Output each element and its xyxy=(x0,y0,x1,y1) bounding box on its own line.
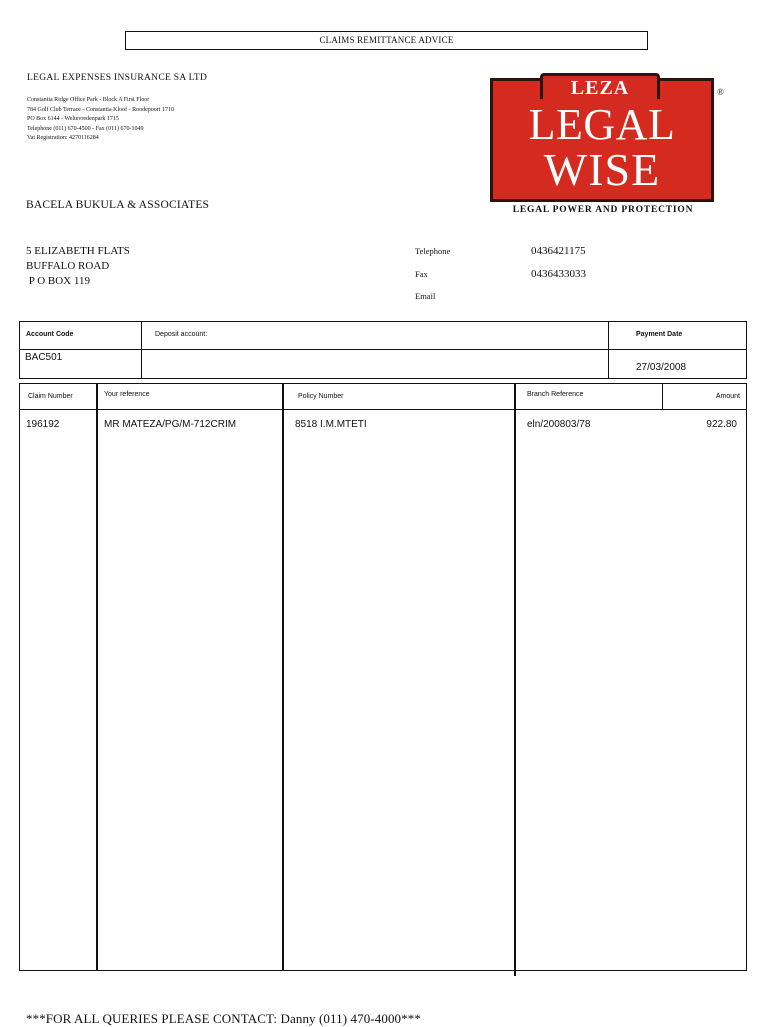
payment-date-value: 27/03/2008 xyxy=(636,362,687,373)
account-code-value: BAC501 xyxy=(25,352,63,363)
claims-table xyxy=(19,383,747,971)
account-table xyxy=(19,321,747,379)
claim-number-cell: 196192 xyxy=(26,419,60,430)
logo-top-text: LEZA xyxy=(540,73,660,99)
deposit-account-label: Deposit account: xyxy=(155,331,208,338)
logo-line-wise: WISE xyxy=(543,144,661,195)
logo-line-legal: LEGAL xyxy=(528,100,676,149)
logo-tagline: LEGAL POWER AND PROTECTION xyxy=(512,205,694,215)
telephone-value: 0436421175 xyxy=(531,245,586,257)
recipient-address-line: 5 ELIZABETH FLATS xyxy=(26,245,130,257)
company-address xyxy=(27,96,174,144)
amount-cell: 922.80 xyxy=(706,419,737,430)
claim-number-header: Claim Number xyxy=(28,393,73,400)
telephone-label: Telephone xyxy=(415,246,451,256)
email-label: Email xyxy=(415,291,436,301)
payment-date-header: Payment Date xyxy=(636,331,683,338)
fax-value: 0436433033 xyxy=(531,268,586,280)
footer-contact-note: ***FOR ALL QUERIES PLEASE CONTACT: Danny (011) 470-4000*** xyxy=(26,1011,421,1026)
company-address-line: Vat Registration: 4270116284 xyxy=(27,135,99,142)
amount-header: Amount xyxy=(715,393,740,400)
recipient-name: BACELA BUKULA & ASSOCIATES xyxy=(26,199,210,211)
document-title: CLAIMS REMITTANCE ADVICE xyxy=(125,31,648,50)
recipient-address-line: BUFFALO ROAD xyxy=(26,260,110,272)
your-reference-header: Your reference xyxy=(104,391,150,398)
table-tick-mark xyxy=(514,968,516,976)
account-code-header: Account Code xyxy=(26,331,74,338)
company-name: LEGAL EXPENSES INSURANCE SA LTD xyxy=(27,73,208,83)
policy-number-header: Policy Number xyxy=(298,393,344,400)
recipient-address-line: P O BOX 119 xyxy=(26,275,90,287)
fax-label: Fax xyxy=(415,269,428,279)
registered-mark-icon: ® xyxy=(717,87,724,97)
branch-reference-header: Branch Reference xyxy=(527,391,584,398)
company-address-line: 784 Golf Club Terrace - Constantia Kloof - Roodepoort 1710 xyxy=(27,106,174,113)
company-address-line: Telephone (011) 670-4500 - Fax (011) 670-1049 xyxy=(27,125,144,132)
policy-number-cell: 8518 I.M.MTETI xyxy=(295,419,367,430)
your-reference-cell: MR MATEZA/PG/M-712CRIM xyxy=(104,419,237,430)
branch-reference-cell: eln/200803/78 xyxy=(527,419,591,430)
company-address-line: PO Box 6144 - Weltevredenpark 1715 xyxy=(27,116,119,123)
company-address-line: Constantia Ridge Office Park - Block A First Floor xyxy=(27,97,150,103)
legal-wise-logo xyxy=(490,73,730,218)
